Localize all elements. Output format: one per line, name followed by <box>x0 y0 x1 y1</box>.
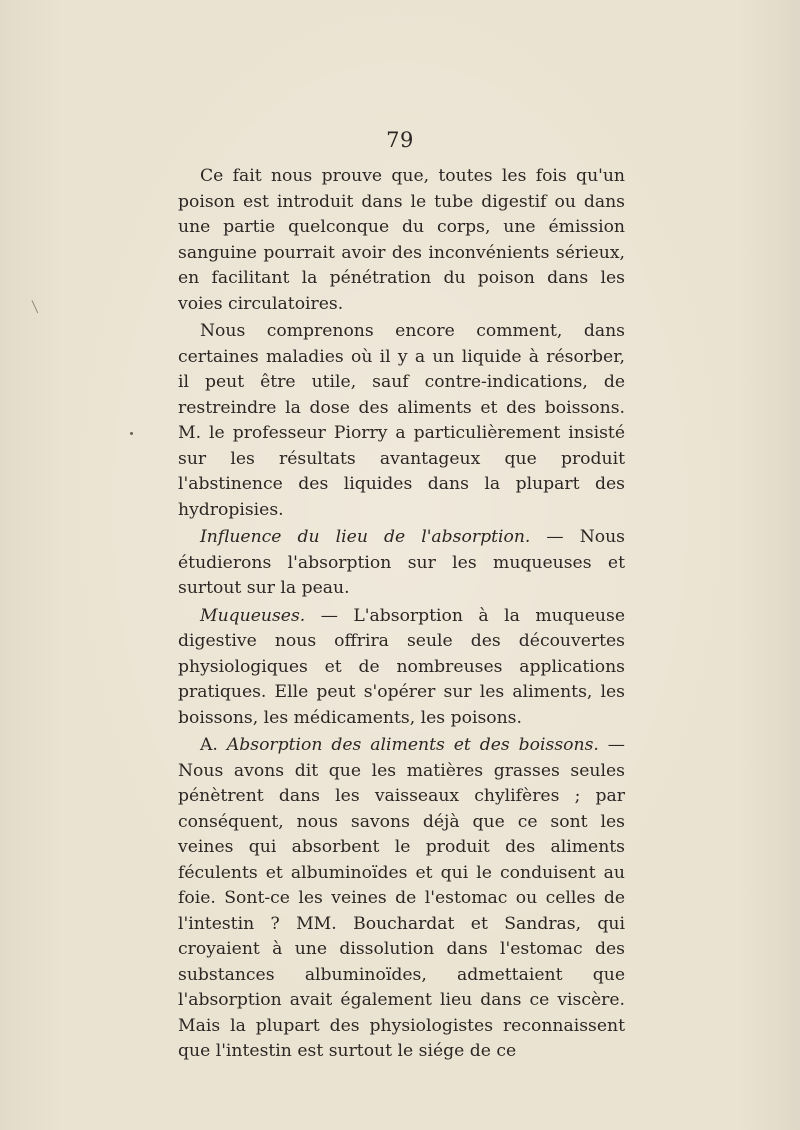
paragraph-text: Nous comprenons encore comment, dans certaines maladies où il y a un liquide à résorber, il peut être utile, sauf contre-indications, de restreindre la dose des aliments et des boissons. M. le professeur Piorry a particulièrement insisté sur les résultats avantageux que produit l'abstinence des liquides dans la plupart des hydropisies. <box>178 321 625 520</box>
section-prefix: A. <box>200 735 218 755</box>
margin-mark <box>31 297 45 313</box>
ink-spot <box>130 432 133 435</box>
page-number: 79 <box>386 128 414 152</box>
paragraph-food-absorption <box>178 733 625 1065</box>
paragraph-poison-effect <box>178 164 625 317</box>
paragraph-text: — Nous étudierons l'absorption sur les muqueuses et surtout sur la peau. <box>178 527 625 598</box>
section-heading: Absorption des aliments et des boissons. <box>226 735 599 755</box>
paragraph-absorption-location <box>178 525 625 602</box>
paragraph-text: Ce fait nous prouve que, toutes les fois qu'un poison est introduit dans le tube digestif ou dans une partie quelconque du corps, une émission sanguine pourrait avoir des inconvénients sérieux, en facilitant la pénétration du poison dans les voies circulatoires. <box>178 166 625 314</box>
paragraph-text: — Nous avons dit que les matières grasses seules pénètrent dans les vaisseaux chylifères ; par conséquent, nous savons déjà que ce sont les veines qui absorbent le produit des aliments féculents et albuminoïdes et qui le conduisent au foie. Sont-ce les veines de l'estomac ou celles de l'intestin ? MM. Bouchardat et Sandras, qui croyaient à une dissolution dans l'estomac des substances albuminoïdes, admettaient que l'absorption avait également lieu dans ce viscère. Mais la plupart des physiologistes reconnaissent que l'intestin est surtout le siége de ce <box>178 735 625 1061</box>
paragraph-mucosa <box>178 604 625 732</box>
paragraph-text: — L'absorption à la muqueuse digestive nous offrira seule des découvertes physiologiques et de nombreuses applications pratiques. Elle peut s'opérer sur les aliments, les boissons, les médicaments, les poisons. <box>178 605 625 728</box>
section-heading: Influence du lieu de l'absorption. <box>200 527 531 547</box>
section-heading: Muqueuses. <box>200 605 306 626</box>
body-text <box>178 164 625 1065</box>
paragraph-liquid-restriction <box>178 319 625 523</box>
